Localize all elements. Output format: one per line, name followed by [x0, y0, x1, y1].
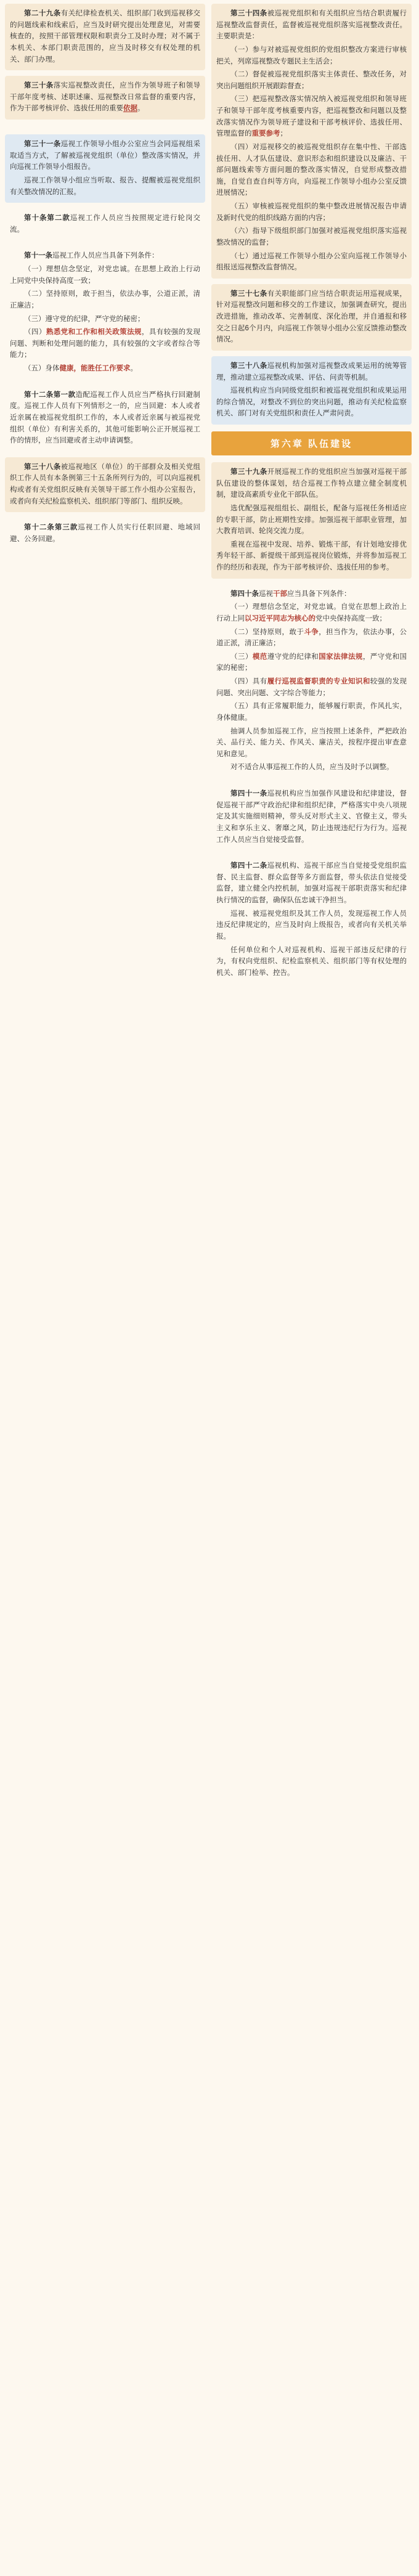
- article-38-heading: 第三十八条: [230, 362, 267, 370]
- article-34-item-3-post: ；: [280, 130, 287, 138]
- article-34-item-7: [216, 251, 407, 274]
- article-12-1-block: [5, 385, 205, 452]
- article-42-text: [216, 860, 407, 907]
- article-38-block: [211, 356, 412, 425]
- article-12-3-block: [5, 518, 205, 550]
- article-39-block: [211, 462, 412, 579]
- article-30-text: [10, 80, 200, 115]
- article-40-post: 应当具备下列条件：: [287, 590, 351, 598]
- article-41-heading: 第四十一条: [230, 790, 267, 797]
- article-11-item-4-emphasis: 熟悉党和工作和相关政策法规: [46, 328, 142, 336]
- article-37-heading: 第三十七条: [230, 290, 267, 298]
- two-column-layout: [5, 4, 414, 984]
- article-34-item-5: [216, 201, 407, 224]
- article-31-body: 巡视工作领导小组办公室应当会同巡视组采取适当方式，了解被巡视党组织（单位）整改落实情况，并向巡视工作领导小组报告。: [10, 141, 201, 171]
- article-40-item-1-pre: （一）理想信念坚定，对党忠诚。自觉在思想上政治上行动上同: [216, 603, 407, 622]
- article-11-item-4-pre: （四）: [24, 328, 46, 336]
- article-40-heading: 第四十条: [230, 590, 259, 598]
- article-38-body-2: 巡视机构应当向同级党组织和被巡视党组织和成果运用的综合情况，对整改不到位的突出问题，推动有关纪检监察机关、部门对有关党组织和责任人严肃问责。: [216, 387, 407, 418]
- article-31-body-2: 巡视工作领导小组应当听取、报告、提醒被巡视党组织有关整改情况的汇报。: [10, 176, 200, 196]
- article-40-item-3-post: ，严守党和国家的秘密；: [216, 653, 407, 672]
- article-41-text: [216, 788, 407, 846]
- article-11-item-1: [10, 264, 200, 287]
- article-31-text-2: [10, 175, 200, 198]
- article-42-text-2: [216, 908, 407, 943]
- article-12-3-body: 巡视工作人员实行任职回避、地域回避、公务回避。: [10, 524, 201, 543]
- article-37-body: 有关职能部门应当结合职责运用巡视成果，针对巡视整改问题和移交的工作建议，加强调查研究，提出改进措施，推动改革、完善制度、深化治理，并自通报和移交之日起6个月内，向巡视工作领导小组办公室反馈推动整改情况。: [216, 290, 407, 344]
- article-11-item-4-post: ，具有较强的发现问题、判断和处理问题的能力，具有较强的文字或者综合等能力；: [10, 328, 201, 359]
- article-12-3-text: [10, 522, 200, 545]
- article-34-heading: 第三十四条: [230, 10, 267, 17]
- article-31-text: [10, 139, 200, 173]
- article-40-item-3: [216, 651, 407, 674]
- article-40-item-6-text: 抽调人员参加巡视工作，应当按照上述条件，严把政治关、品行关、能力关、作风关、廉洁关，按程序提出审查意见和意见。: [216, 727, 407, 758]
- article-40-emphasis: 干部: [273, 590, 287, 598]
- left-column: [5, 4, 205, 550]
- article-34-item-3: [216, 94, 407, 140]
- article-11-block: [5, 246, 205, 379]
- article-11-heading: 第十一条: [24, 252, 52, 260]
- article-30-heading: 第三十条: [24, 82, 54, 90]
- article-40-item-3-pre: （三）: [230, 653, 253, 661]
- article-11-item-1-text: （一）理想信念坚定，对党忠诚。在思想上政治上行动上同党中央保持高度一致；: [10, 266, 200, 285]
- article-34-item-3-emphasis: 重要参考: [251, 130, 280, 138]
- article-40-block: [211, 584, 412, 778]
- article-37-text: [216, 288, 407, 346]
- article-11-item-5-post: 。: [130, 365, 137, 372]
- chapter-6-banner: 第六章 队伍建设: [211, 431, 412, 455]
- right-column: [211, 4, 412, 984]
- article-42-body: 巡视机构、巡视干部应当自觉接受党组织监督、民主监督、群众监督等多方面监督，带头依法自觉接受监督，建立健全内控机制，加强对巡视干部职责落实和纪律执行情况的监督，确保队伍忠诚干净担当。: [216, 862, 407, 904]
- article-12-3-heading: 第十二条第三款: [24, 524, 78, 532]
- article-31-heading: 第三十一条: [24, 141, 61, 148]
- article-40-text: [216, 589, 407, 600]
- article-30-tail: 。: [137, 105, 145, 113]
- article-39-text-2: [216, 503, 407, 537]
- article-34-body: 被巡视党组织和有关组织应当结合职责履行巡视整改监督责任，监督被巡视党组织落实巡视整改责任。主要职责是：: [216, 10, 407, 41]
- article-34-item-4-text: （四）对巡视移交的被巡视党组织存在集中性、干部选拔任用、人才队伍建设、意识形态和组织建设以及廉洁、干部问题线索等方面问题的整改落实情况，自觉形成整改措施，自觉自查自纠等方向，向巡视工作领导小组办公室反馈进展情况；: [216, 143, 407, 197]
- article-40-item-4-pre: （四）具有: [230, 678, 267, 685]
- article-31-block: [5, 134, 205, 203]
- article-39-body: 开展巡视工作的党组织应当加强对巡视干部队伍建设的整体谋划，结合巡视工作特点建立健全制度机制，建设高素质专业化干部队伍。: [216, 468, 407, 499]
- article-12-1-body: 造配巡视工作人员应当严格执行回避制度。巡视工作人员有下列情形之一的，应当回避：本人或者近亲属在被巡视党组织工作的，本人或者近亲属与被巡视党组织（单位）有利害关系的，其他可能影响公正开展巡视工作的情形，应当回避或者主动申请调整。: [10, 391, 201, 445]
- article-10-2-text: [10, 213, 200, 235]
- article-38-left-heading: 第三十八条: [24, 463, 61, 471]
- article-12-1-heading: 第十二条第一款: [24, 391, 76, 399]
- article-40-item-4: [216, 676, 407, 699]
- article-40-item-7: [216, 762, 407, 773]
- article-38-left-block: [5, 457, 205, 513]
- article-11-item-5-pre: （五）身体: [24, 365, 60, 372]
- article-37-block: [211, 284, 412, 351]
- article-38-text-2: [216, 385, 407, 420]
- article-11-item-5: [10, 363, 200, 375]
- article-10-2-body: 巡视工作人员应当按照规定进行轮岗交流。: [10, 214, 201, 234]
- article-40-item-6: [216, 726, 407, 760]
- article-38-left-text: [10, 462, 200, 508]
- article-40-pre: 巡视: [259, 590, 273, 598]
- article-38-left-body: 被巡视地区（单位）的干部群众及相关党组织工作人员有本条例第三十五条所列行为的，可以向巡视机构或者有关党组织反映有关领导干部工作小组办公室报告，或者向有关纪检监察机关、组织部门等部门、组织反映。: [10, 463, 201, 505]
- article-34-item-5-text: （五）审核被巡视党组织的集中整改进展情况报告申请及新时代党的组织线路方面的内容；: [216, 203, 407, 222]
- article-34-item-6: [216, 226, 407, 248]
- article-42-body-3: 任何单位和个人对巡视机构、巡视干部违反纪律的行为，有权向党组织、纪检监察机关、组织部门等有权处理的机关、部门检举、控告。: [216, 946, 407, 977]
- article-11-text: [10, 250, 200, 262]
- article-41-body: 巡视机构应当加强作风建设和纪律建设，督促巡视干部严守政治纪律和组织纪律，严格落实中央八项规定及其实施细则精神，带头反对形式主义、官僚主义，带头主义和享乐主义、奢靡之风，防止违规违纪行为行为。巡视工作人员应当自觉接受监督。: [216, 790, 407, 844]
- article-42-text-3: [216, 945, 407, 979]
- article-40-item-2-pre: （二）坚持原则，敢于: [230, 628, 304, 636]
- article-34-block: [211, 4, 412, 279]
- article-34-item-2: [216, 69, 407, 92]
- article-39-body-2: 选优配强巡视组组长、副组长，配备与巡视任务相适应的专职干部，防止班期性安排。加强巡视干部职业管理，加大教育培训、轮岗交流力度。: [216, 504, 407, 536]
- article-11-item-3: [10, 314, 200, 325]
- article-40-item-7-text: 对不适合从事巡视工作的人员，应当及时予以调整。: [230, 764, 394, 772]
- article-30-block: [5, 76, 205, 120]
- article-39-heading: 第三十九条: [230, 468, 267, 476]
- article-10-2-block: [5, 208, 205, 240]
- article-34-text: [216, 8, 407, 43]
- article-42-block: [211, 856, 412, 984]
- article-40-item-3-em2: 国家法律法规: [319, 653, 363, 661]
- article-29-heading: 第二十九条: [24, 10, 61, 17]
- article-42-heading: 第四十二条: [230, 862, 267, 870]
- article-11-item-3-text: （三）遵守党的纪律，严守党的秘密；: [24, 315, 145, 323]
- article-29-text: [10, 8, 200, 65]
- article-40-item-1: [216, 601, 407, 624]
- article-40-item-4-emphasis: 履行巡视监督职责的专业知识和: [267, 678, 370, 685]
- article-41-block: [211, 784, 412, 850]
- article-40-item-4-post: 较强的发现问题、突出问题、文字综合等能力；: [216, 678, 407, 697]
- article-11-item-2-text: （二）坚持原则，敢于担当，依法办事，公道正派，清正廉洁；: [10, 290, 200, 309]
- article-42-body-2: 巡视、被巡视党组织及其工作人员，发现巡视工作人员违反纪律规定的，应当及时向上级报告，或者向有关机关举报。: [216, 910, 407, 940]
- article-34-item-6-text: （六）指导下级组织部门加强对被巡视党组织落实巡视整改情况的监督；: [216, 227, 407, 247]
- article-40-item-3-em1: 模范: [252, 653, 267, 661]
- article-40-item-3-mid: 遵守党的纪律和: [267, 653, 319, 661]
- article-39-text: [216, 467, 407, 501]
- article-29-body: 有关纪律检查机关、组织部门收到巡视移交的问题线索和线索后，应当及时研究提出处理意见，对需要核查的，按照干部管理权限和职责分工及时办理；对不属于本机关、本部门职责范围的，应当及时移交有权处理的机关、部门办理。: [10, 10, 201, 63]
- left-spacer-1: [5, 125, 205, 129]
- article-39-text-3: [216, 539, 407, 574]
- article-40-item-2-emphasis: 斗争: [304, 628, 319, 636]
- article-38-text: [216, 361, 407, 383]
- article-30-emphasis: 依据: [123, 105, 137, 113]
- article-11-item-2: [10, 288, 200, 311]
- article-11-item-4: [10, 327, 200, 361]
- article-34-item-1: [216, 44, 407, 67]
- article-11-item-5-emphasis: 健康，能胜任工作要求: [59, 365, 131, 372]
- article-34-item-3-pre: （三）把巡视整改落实情况纳入被巡视党组织和领导班子和领导干部年度考核重要内容，把巡视整改和问题以及整改落实情况作为领导班子建设和干部考核评价、选拔任用、管理监督的: [216, 96, 407, 138]
- article-40-item-5: [216, 701, 407, 723]
- article-11-body: 巡视工作人员应当具备下列条件：: [52, 252, 159, 260]
- article-38-body: 巡视机构加强对巡视整改成果运用的统筹管理，推动建立巡视整改成果、评估、问责等机制。: [216, 362, 407, 381]
- article-40-item-2-post: ，担当作为，依法办事，公道正派，清正廉洁；: [216, 628, 407, 648]
- article-10-2-heading: 第十条第二款: [24, 214, 70, 222]
- article-12-1-text: [10, 389, 200, 447]
- article-40-item-2: [216, 627, 407, 650]
- article-40-item-5-text: （五）具有正常履职能力，能够履行职责，作风扎实，身体健康。: [216, 703, 407, 722]
- article-40-item-1-post: 党中央保持高度一致；: [315, 614, 386, 622]
- article-39-body-3: 重视在巡视中发现、培养、锻炼干部，有计划地安排优秀年轻干部、新提级干部到巡视岗位锻炼，并将参加巡视工作的经历和表现，作为干部考核评价、选拔任用的参考。: [216, 540, 407, 571]
- article-34-item-4: [216, 142, 407, 199]
- article-29-block: [5, 4, 205, 70]
- article-34-item-7-text: （七）通过巡视工作领导小组办公室向巡视工作领导小组报送巡视整改监督情况。: [216, 252, 407, 272]
- article-34-item-2-text: （二）督促被巡视党组织落实主体责任、整改任务，对突出问题组织开展跟踪督查；: [216, 71, 407, 90]
- article-34-item-1-text: （一）参与对被巡视党组织的党组织整改方案进行审核把关，列席巡视整改专题民主生活会；: [216, 46, 407, 65]
- article-30-body: 落实巡视整改责任，应当作为领导班子和领导干部年度考核、述职述廉、巡视整改日常监督的重要内容，作为干部考核评价、选拔任用的重要: [10, 82, 201, 113]
- article-40-item-1-emphasis: 以习近平同志为核心的: [245, 614, 315, 622]
